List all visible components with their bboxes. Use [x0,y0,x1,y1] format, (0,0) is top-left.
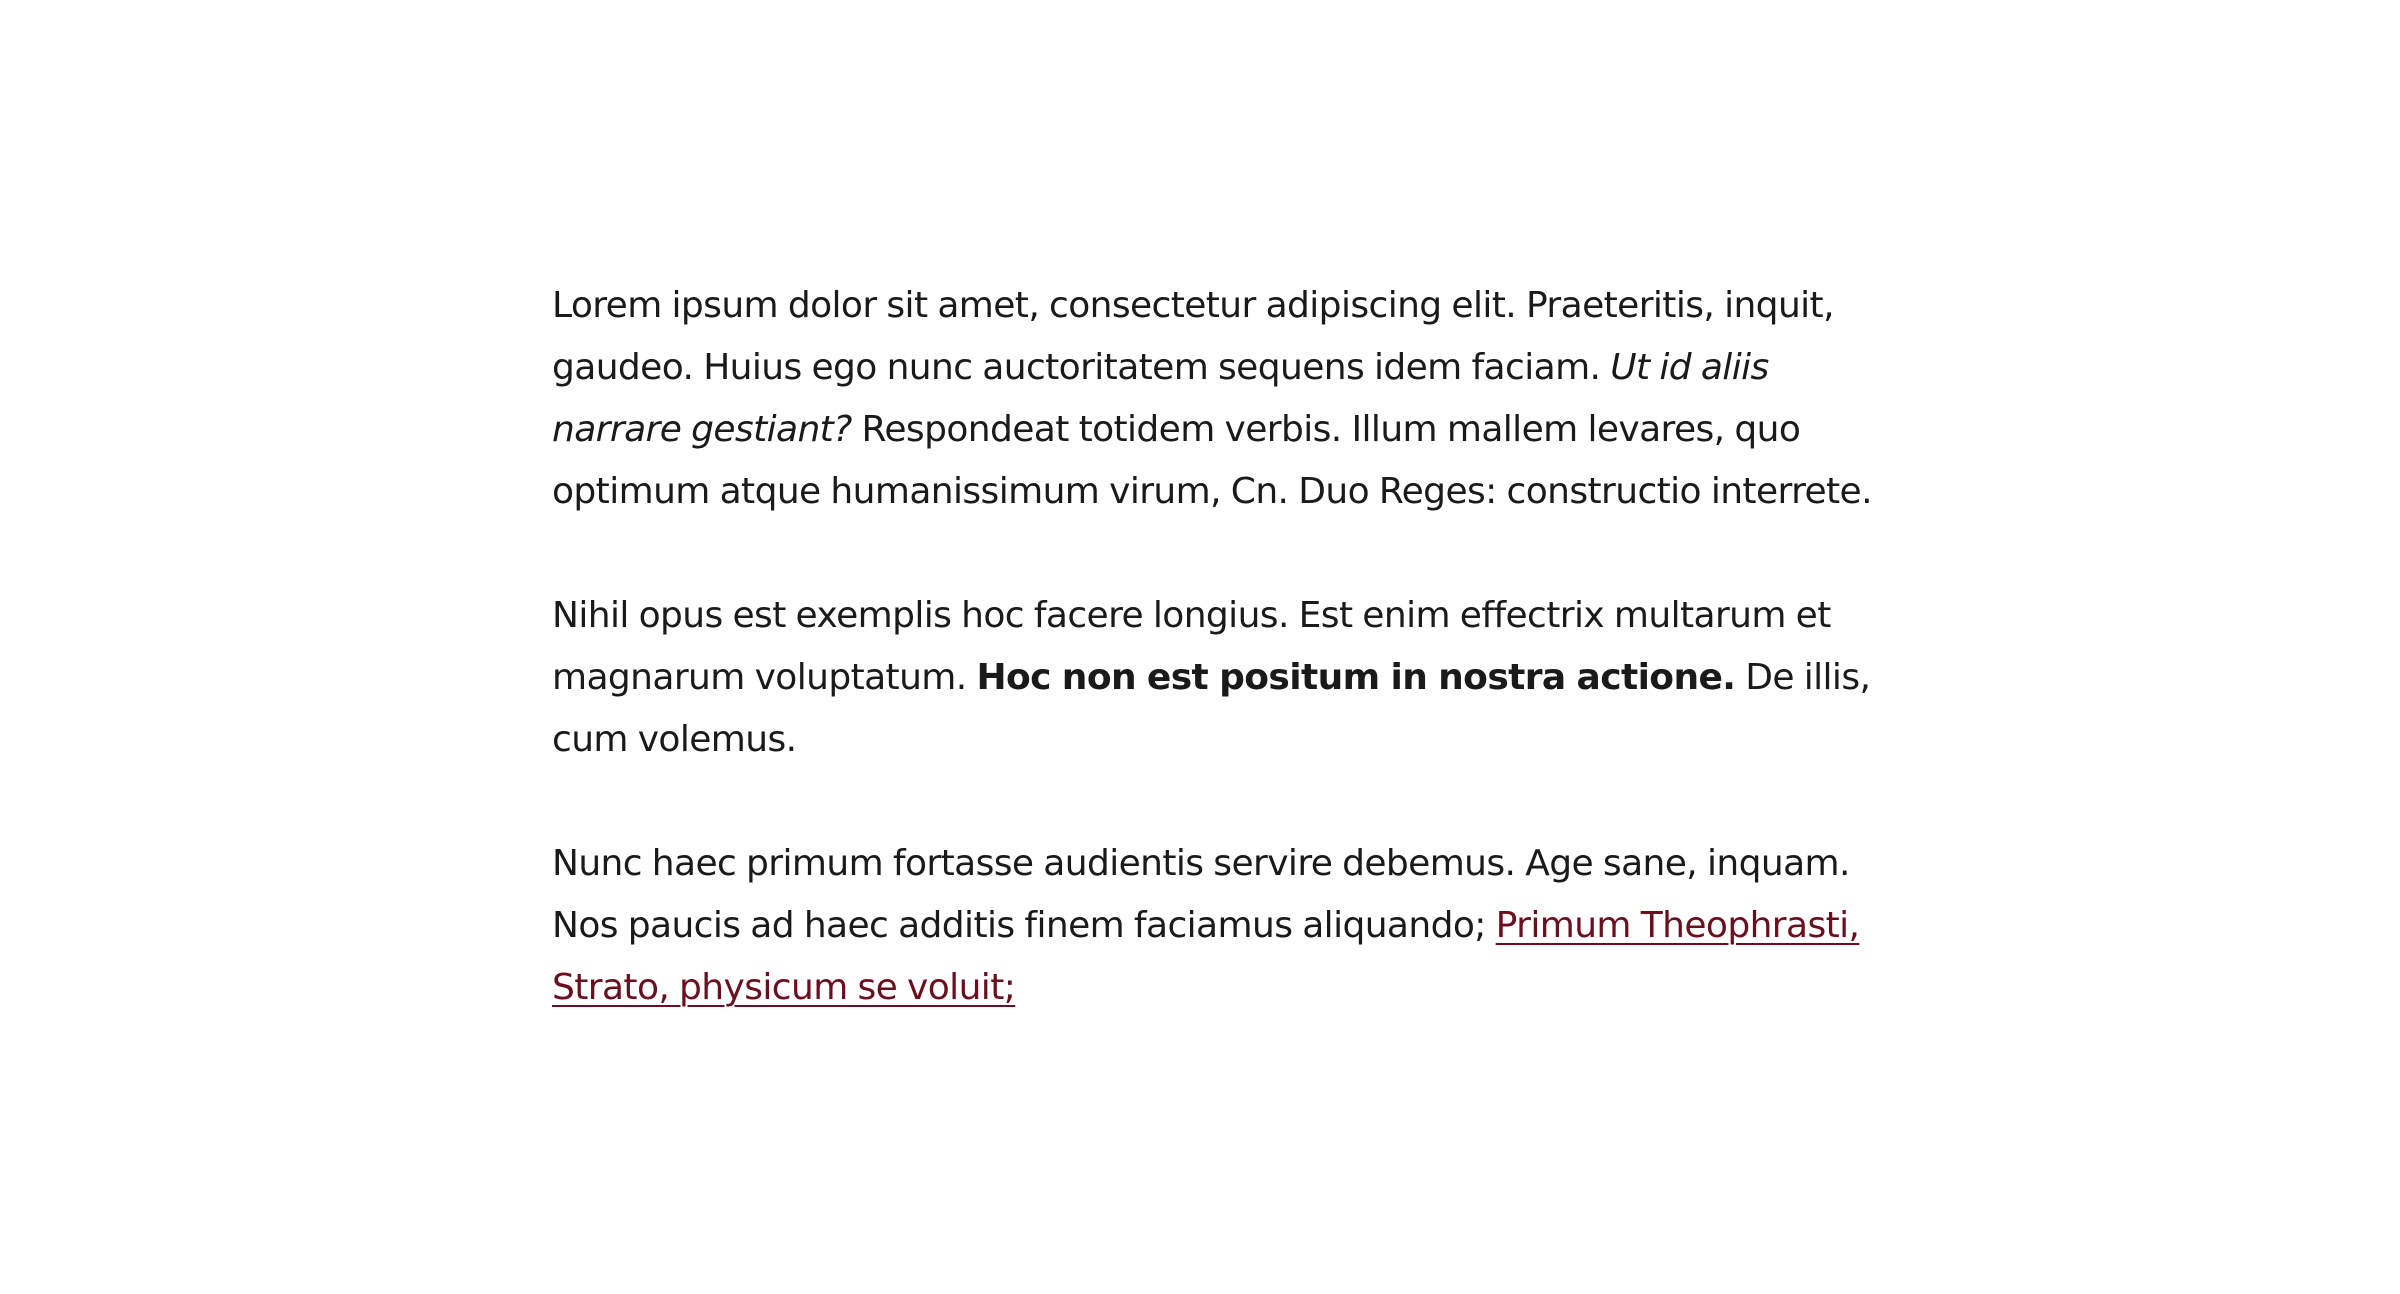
article-body [552,275,1872,1019]
theophrasti-link[interactable]: Primum Theophrasti, Strato, physicum se voluit; [552,905,1860,1008]
paragraph-1 [552,275,1872,523]
paragraph-1-italic-phrase: Ut id aliis narrare gestiant? [552,347,1769,450]
paragraph-2-text-start: Nihil opus est exemplis hoc facere longius. Est enim effectrix multarum et magnarum voluptatum. [552,595,1831,698]
paragraph-1-text-end: Respondeat totidem verbis. Illum mallem levares, quo optimum atque humanissimum virum, Cn. Duo Reges: constructio interrete. [552,409,1872,512]
paragraph-2 [552,585,1872,771]
paragraph-2-text-end: De illis, cum volemus. [552,657,1871,760]
paragraph-2-bold-phrase: Hoc non est positum in nostra actione. [976,657,1736,698]
paragraph-1-text-start: Lorem ipsum dolor sit amet, consectetur adipiscing elit. Praeteritis, inquit, gaudeo. Huius ego nunc auctoritatem sequens idem faciam. [552,285,1834,388]
paragraph-3 [552,833,1872,1019]
paragraph-3-text-start: Nunc haec primum fortasse audientis servire debemus. Age sane, inquam. Nos paucis ad haec additis finem faciamus aliquando; [552,843,1850,946]
